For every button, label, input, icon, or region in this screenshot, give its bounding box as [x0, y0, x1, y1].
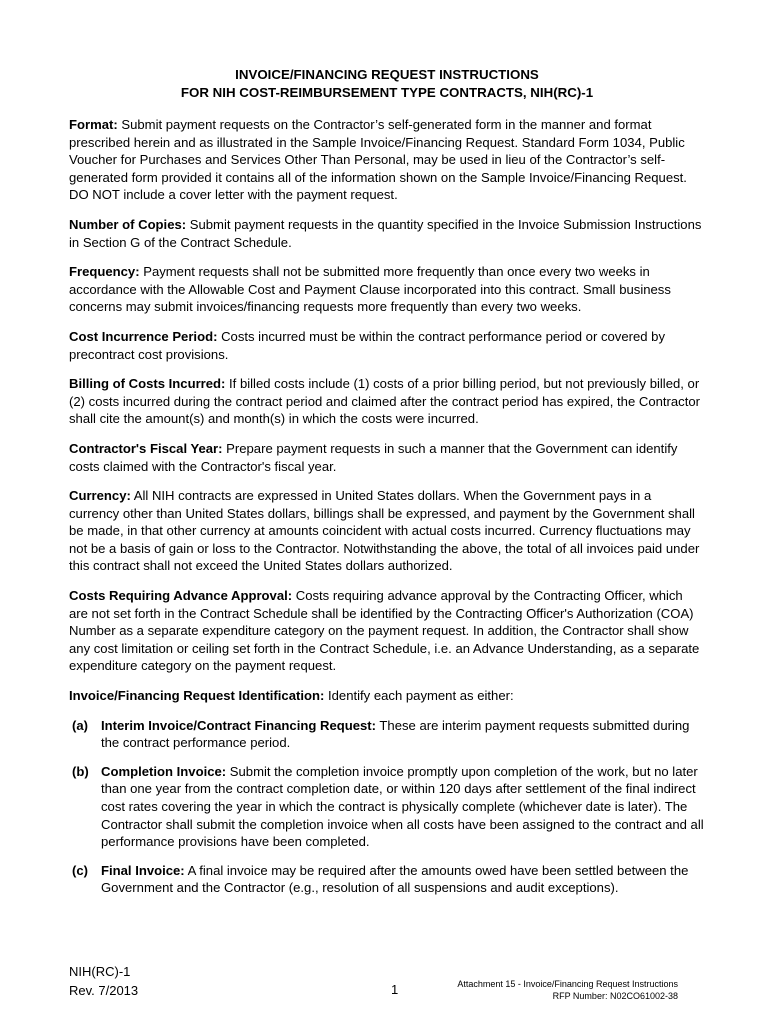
list-item-interim	[72, 717, 705, 752]
section-label: Billing of Costs Incurred:	[69, 376, 226, 392]
list-item-text: A final invoice may be required after the amounts owed have been settled between the Government and the Contractor (e.g., resolution of all suspensions and audit exceptions).	[101, 862, 689, 896]
section-text: All NIH contracts are expressed in United States dollars. When the Government pays in a currency other than United States dollars, billings shall be expressed, and payment by the Government shall be made, in that other currency at amounts coincident with actual costs incurred. Currency fluctuations may not be a basis of gain or loss to the Contractor. Notwithstanding the above, the total of all invoices paid under this contract shall not exceed the United States dollars authorized.	[69, 488, 700, 574]
list-item-text: These are interim payment requests submitted during the contract performance period.	[101, 717, 690, 751]
footer-attachment: Attachment 15 - Invoice/Financing Request Instructions	[457, 979, 678, 989]
section-label: Number of Copies:	[69, 216, 187, 232]
list-item-label: Completion Invoice:	[101, 763, 227, 779]
section-text: Costs requiring advance approval by the Contracting Officer, which are not set forth in the Contract Schedule shall be identified by the Contracting Officer's Authorization (COA) Number as a separate expenditure category on the payment request. In addition, the Contractor shall show any cost limitation or ceiling set forth in the Contract Schedule, i.e. an Advance Understanding, as a separate expenditure category on the payment request.	[69, 588, 700, 674]
footer-form-info	[69, 962, 138, 1000]
section-label: Format:	[69, 117, 118, 132]
list-marker: (b)	[72, 763, 89, 779]
section-label: Frequency:	[69, 264, 140, 280]
list-item-final	[72, 862, 705, 897]
document-title	[69, 66, 705, 102]
section-format	[69, 116, 705, 204]
identification-list	[69, 717, 705, 897]
section-cost-incurrence-period	[69, 328, 705, 363]
section-text: Costs incurred must be within the contract performance period or covered by precontract cost provisions.	[69, 328, 666, 362]
list-item-label: Interim Invoice/Contract Financing Request:	[101, 717, 377, 733]
footer-attachment-info	[457, 978, 678, 1002]
list-marker: (c)	[72, 862, 89, 878]
section-label: Cost Incurrence Period:	[69, 328, 218, 344]
section-label: Invoice/Financing Request Identification:	[69, 688, 325, 704]
footer-page-number: 1	[391, 982, 399, 997]
footer-rfp-number: RFP Number: N02CO61002-38	[552, 991, 678, 1001]
section-billing-of-costs	[69, 375, 705, 428]
section-text: If billed costs include (1) costs of a prior billing period, but not previously billed, or (2) costs incurred during the contract period and claimed after the contract period has expired, the Contractor shall cite the amount(s) and month(s) in which the costs were incurred.	[69, 376, 701, 427]
document-body	[69, 66, 705, 908]
section-text: Submit payment requests in the quantity specified in the Invoice Submission Instructions in Section G of the Contract Schedule.	[69, 216, 702, 250]
list-item-completion	[72, 763, 705, 851]
section-label: Contractor's Fiscal Year:	[69, 440, 223, 456]
section-currency	[69, 487, 705, 575]
section-number-of-copies	[69, 216, 705, 251]
section-text: Submit payment requests on the Contractor’s self-generated form in the manner and format prescribed herein and as illustrated in the Sample Invoice/Financing Request. Standard Form 1034, Public Voucher for Purchases and Services Other Than Personal, may be used in lieu of the Contractor’s self-generated form provided it contains all of the information shown on the Sample Invoice/Financing Request. DO NOT include a cover letter with the payment request.	[69, 117, 687, 203]
list-item-text: Submit the completion invoice promptly upon completion of the work, but no later than one year from the contract completion date, or within 120 days after settlement of the final indirect cost rates covering the year in which the contract is physically complete (whichever date is later). The Contractor shall submit the completion invoice when all costs have been assigned to the contract and all performance provisions have been completed.	[101, 763, 704, 850]
list-item-label: Final Invoice:	[101, 862, 185, 878]
section-text: Prepare payment requests in such a manner that the Government can identify costs claimed with the Contractor's fiscal year.	[69, 440, 678, 474]
title-line-2: FOR NIH COST-REIMBURSEMENT TYPE CONTRACTS, NIH(RC)-1	[180, 85, 594, 100]
section-text: Payment requests shall not be submitted more frequently than once every two weeks in accordance with the Allowable Cost and Payment Clause incorporated into this contract. Small business concerns may submit invoices/financing requests more frequently than every two weeks.	[69, 264, 671, 315]
section-label: Currency:	[69, 488, 131, 504]
section-text: Identify each payment as either:	[324, 688, 514, 704]
section-label: Costs Requiring Advance Approval:	[69, 588, 293, 604]
section-request-identification	[69, 687, 705, 705]
footer-revision: Rev. 7/2013	[69, 983, 139, 998]
section-fiscal-year	[69, 440, 705, 475]
title-line-1: INVOICE/FINANCING REQUEST INSTRUCTIONS	[235, 67, 539, 82]
section-frequency	[69, 263, 705, 316]
section-advance-approval	[69, 587, 705, 675]
footer-form-id: NIH(RC)-1	[69, 964, 131, 979]
list-marker: (a)	[72, 717, 89, 733]
